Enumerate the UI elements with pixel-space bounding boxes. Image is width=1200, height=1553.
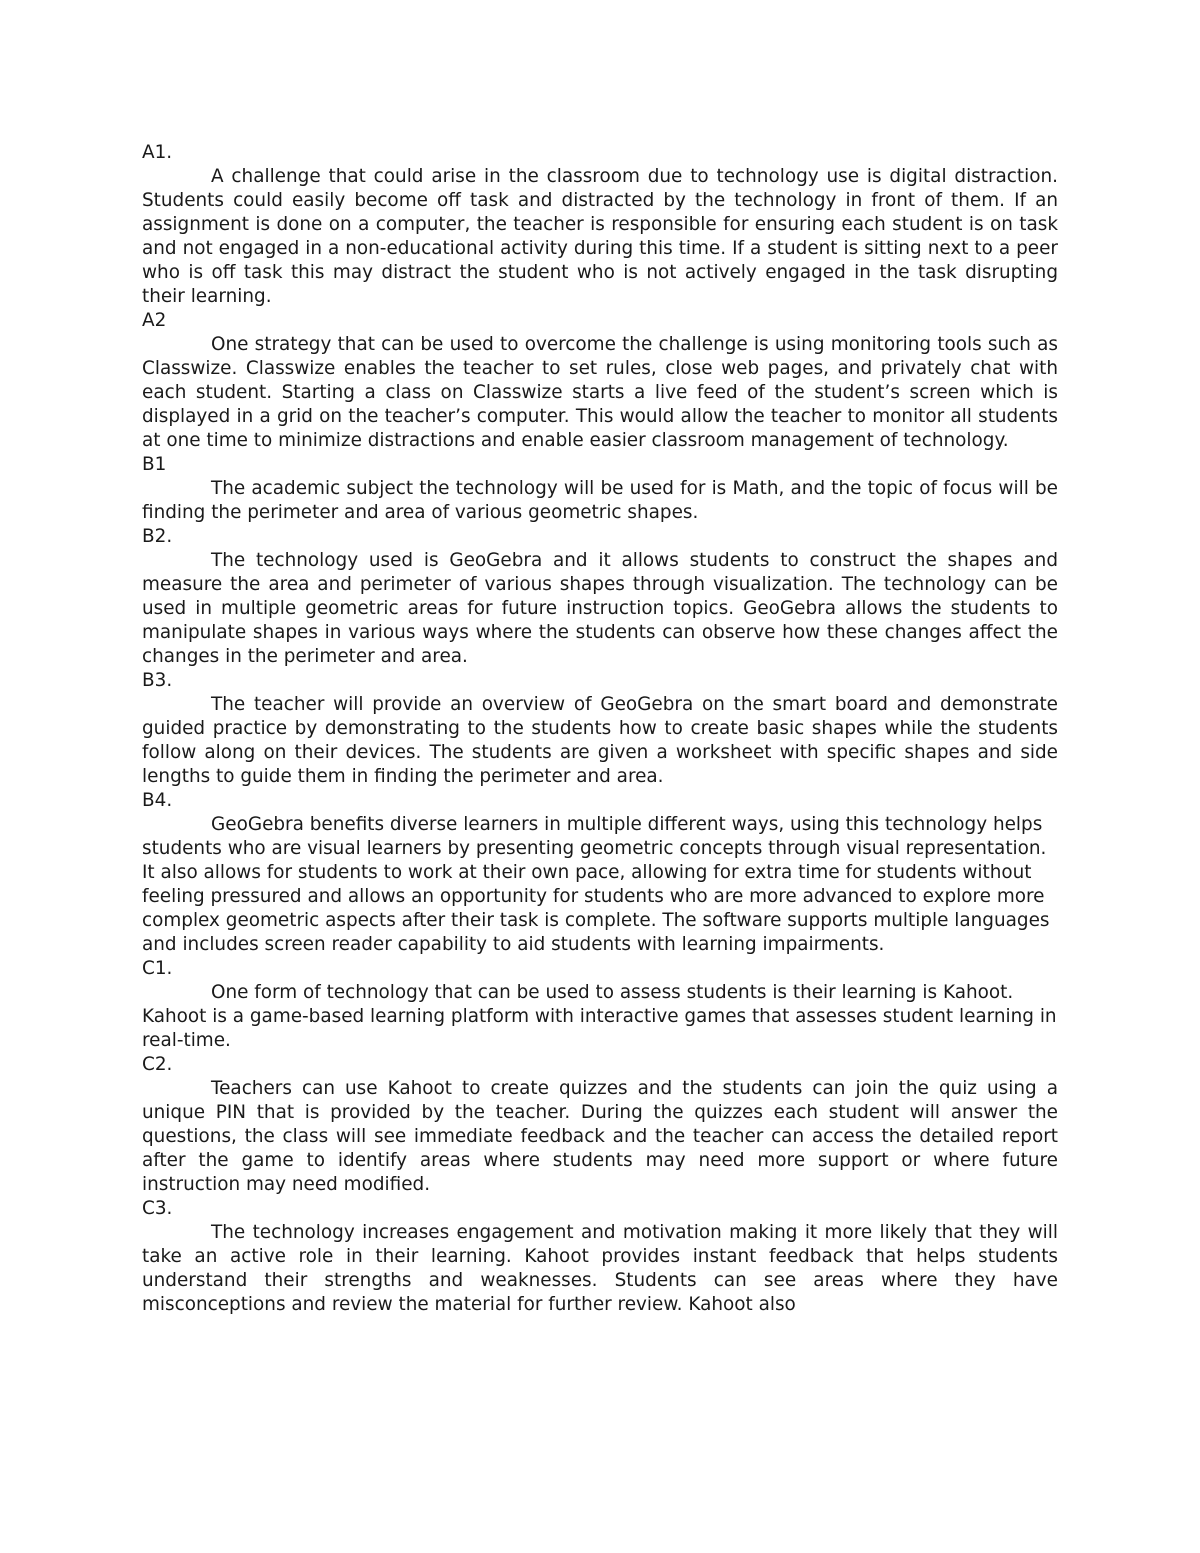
section-paragraph-b2: The technology used is GeoGebra and it allows students to construct the shapes and measure the area and perimeter of various shapes through visualization. The technology can be used in multiple geometric areas for future instruction topics. GeoGebra allows the students to manipulate shapes in various ways where the students can observe how these changes affect the changes in the perimeter and area. — [142, 550, 1058, 667]
section-paragraph-c2: Teachers can use Kahoot to create quizzes and the students can join the quiz using a unique PIN that is provided by the teacher. During the quizzes each student will answer the questions, the class will see immediate feedback and the teacher can access the detailed report after the game to identify areas where students may need more support or where future instruction may need modified. — [142, 1078, 1058, 1195]
section-paragraph-a2: One strategy that can be used to overcome the challenge is using monitoring tools such as Classwize. Classwize enables the teacher to set rules, close web pages, and privately chat with each student. Starting a class on Classwize starts a live feed of the student’s screen which is displayed in a grid on the teacher’s computer. This would allow the teacher to monitor all students at one time to minimize distractions and enable easier classroom management of technology. — [142, 334, 1058, 451]
section-paragraph-c3: The technology increases engagement and motivation making it more likely that they will take an active role in their learning. Kahoot provides instant feedback that helps students understand their strengths and weaknesses. Students can see areas where they have misconceptions and review the material for further review. Kahoot also — [142, 1222, 1058, 1315]
section-heading-a1: A1. — [142, 142, 173, 163]
section-paragraph-b3: The teacher will provide an overview of GeoGebra on the smart board and demonstrate guided practice by demonstrating to the students how to create basic shapes while the students follow along on their devices. The students are given a worksheet with specific shapes and side lengths to guide them in finding the perimeter and area. — [142, 694, 1058, 787]
section-heading-b1: B1 — [142, 454, 167, 475]
section-paragraph-b1: The academic subject the technology will be used for is Math, and the topic of focus will be finding the perimeter and area of various geometric shapes. — [142, 478, 1058, 523]
section-heading-b2: B2. — [142, 526, 173, 547]
section-paragraph-a1: A challenge that could arise in the classroom due to technology use is digital distraction. Students could easily become off task and distracted by the technology in front of them. If an assignment is done on a computer, the teacher is responsible for ensuring each student is on task and not engaged in a non-educational activity during this time. If a student is sitting next to a peer who is off task this may distract the student who is not actively engaged in the task disrupting their learning. — [142, 166, 1058, 307]
section-heading-b4: B4. — [142, 790, 173, 811]
section-heading-a2: A2 — [142, 310, 167, 331]
document-page — [142, 141, 1058, 1317]
section-paragraph-c1: One form of technology that can be used to assess students is their learning is Kahoot. Kahoot is a game-based learning platform with interactive games that assesses student learning in real-time. — [142, 982, 1057, 1051]
section-heading-b3: B3. — [142, 670, 173, 691]
section-heading-c1: C1. — [142, 958, 173, 979]
section-paragraph-b4: GeoGebra benefits diverse learners in multiple different ways, using this technology helps students who are visual learners by presenting geometric concepts through visual representation. It also allows for students to work at their own pace, allowing for extra time for students without feeling pressured and allows an opportunity for students who are more advanced to explore more complex geometric aspects after their task is complete. The software supports multiple languages and includes screen reader capability to aid students with learning impairments. — [142, 814, 1050, 955]
section-heading-c3: C3. — [142, 1198, 173, 1219]
section-heading-c2: C2. — [142, 1054, 173, 1075]
